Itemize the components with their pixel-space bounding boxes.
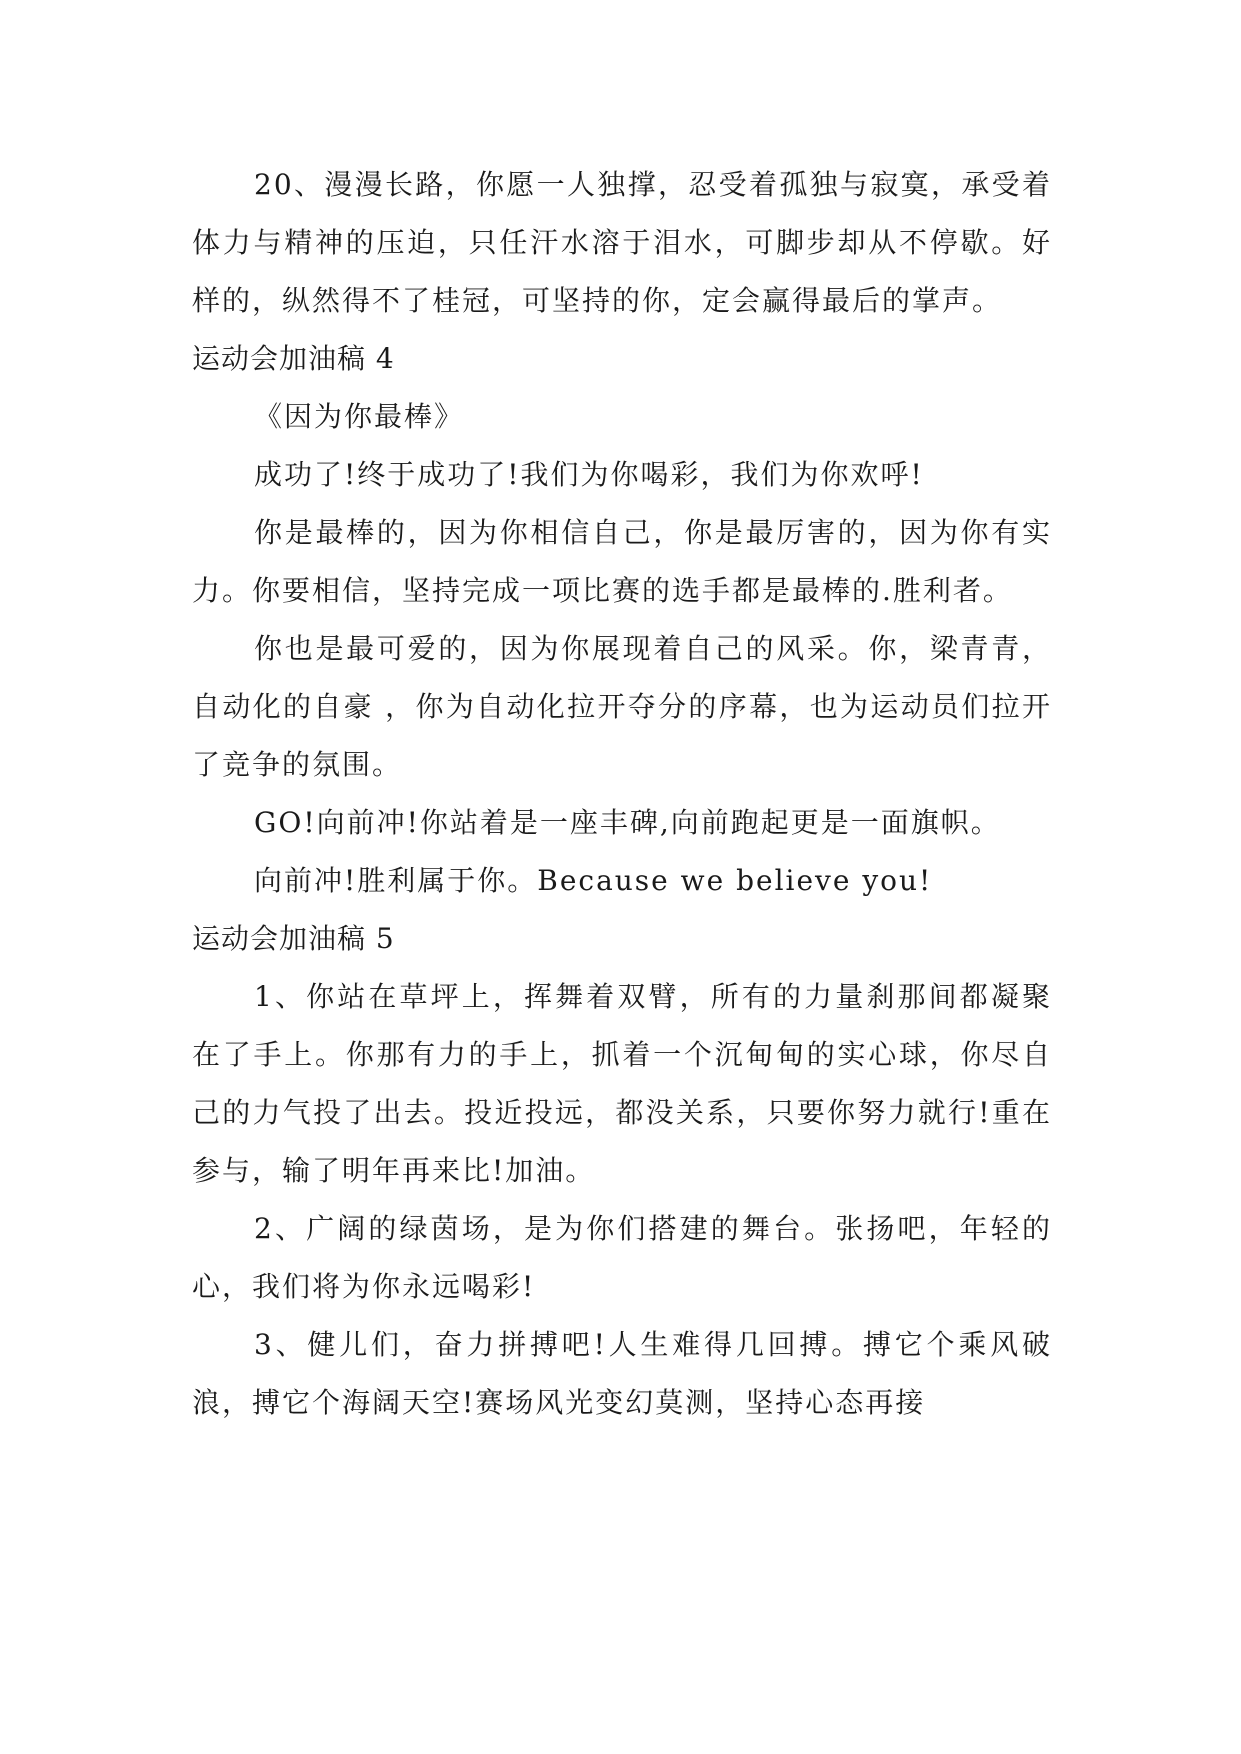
article-title: 《因为你最棒》	[254, 400, 465, 433]
paragraph-item-1: 1、你站在草坪上，挥舞着双臂，所有的力量刹那间都凝聚在了手上。你那有力的手上，抓着一个沉甸甸的实心球，你尽自己的力气投了出去。投近投远，都没关系，只要你努力就行!重在参与，输了明年再来比!加油。	[192, 980, 1052, 1187]
paragraph-go: GO!向前冲!你站着是一座丰碑,向前跑起更是一面旗帜。	[254, 806, 1001, 839]
section-heading-5: 运动会加油稿 5	[192, 922, 395, 955]
paragraph-item-20: 20、漫漫长路，你愿一人独撑，忍受着孤独与寂寞，承受着体力与精神的压迫，只任汗水溶于泪水，可脚步却从不停歇。好样的，纵然得不了桂冠，可坚持的你，定会赢得最后的掌声。	[192, 168, 1052, 317]
paragraph-success: 成功了!终于成功了!我们为你喝彩，我们为你欢呼!	[254, 458, 924, 491]
paragraph-item-2: 2、广阔的绿茵场，是为你们搭建的舞台。张扬吧，年轻的心，我们将为你永远喝彩!	[192, 1212, 1052, 1303]
section-heading-4: 运动会加油稿 4	[192, 342, 395, 375]
paragraph-believe: 向前冲!胜利属于你。Because we believe you!	[254, 864, 933, 897]
paragraph-item-3: 3、健儿们，奋力拼搏吧!人生难得几回搏。搏它个乘风破浪，搏它个海阔天空!赛场风光变幻莫测，坚持心态再接	[192, 1328, 1052, 1419]
paragraph-lovely: 你也是最可爱的，因为你展现着自己的风采。你，梁青青，自动化的自豪 ，你为自动化拉开夺分的序幕，也为运动员们拉开了竞争的氛围。	[192, 632, 1052, 781]
paragraph-best: 你是最棒的，因为你相信自己，你是最厉害的，因为你有实力。你要相信，坚持完成一项比赛的选手都是最棒的.胜利者。	[192, 516, 1052, 607]
document-body	[192, 156, 1052, 1432]
